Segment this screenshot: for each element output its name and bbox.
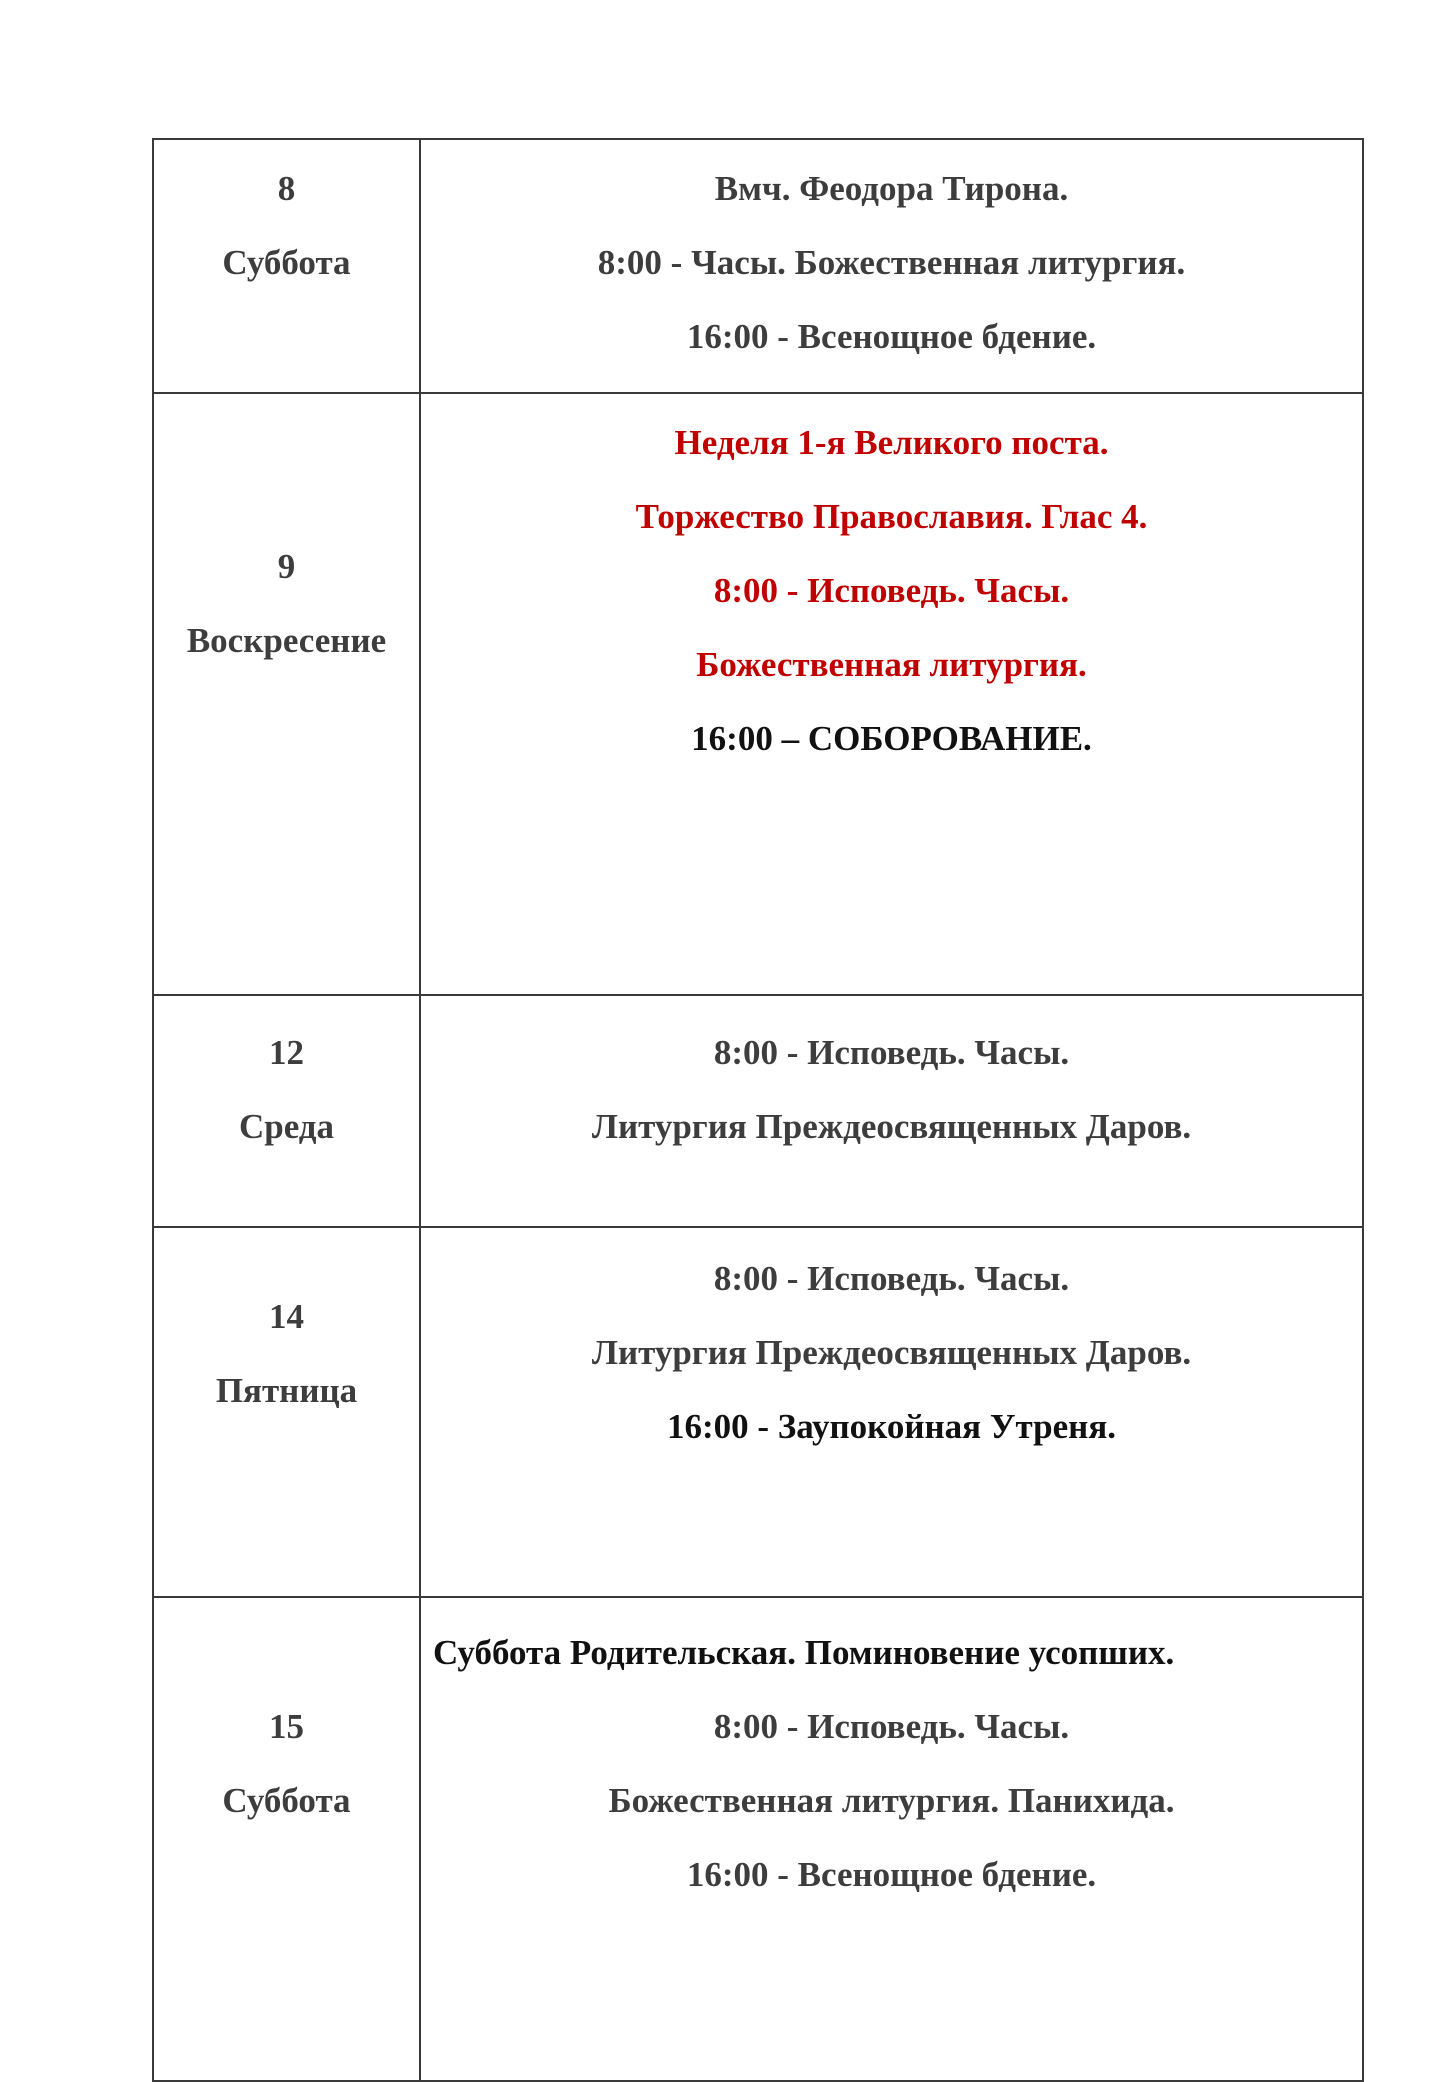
feast-title: Неделя 1-я Великого поста.: [674, 423, 1109, 462]
date-cell: [153, 393, 420, 995]
day-number: 14: [269, 1297, 304, 1336]
weekday-label: Среда: [238, 1107, 335, 1146]
service-line: 16:00 - Всенощное бдение.: [686, 317, 1097, 356]
service-line: 16:00 - Заупокойная Утреня.: [666, 1407, 1117, 1446]
schedule-row: [153, 1597, 1363, 2081]
service-line: Литургия Преждеосвященных Даров.: [591, 1107, 1192, 1146]
service-line: Литургия Преждеосвященных Даров.: [591, 1333, 1192, 1372]
service-line: 8:00 - Исповедь. Часы.: [713, 1033, 1070, 1072]
schedule-row: [153, 139, 1363, 393]
feast-subtitle: Торжество Православия. Глас 4.: [635, 497, 1148, 536]
date-cell: [153, 995, 420, 1227]
weekday-label: Суббота: [222, 1781, 351, 1820]
services-cell: [420, 1227, 1363, 1597]
day-number: 9: [277, 547, 296, 586]
service-line: 8:00 - Исповедь. Часы.: [713, 571, 1070, 610]
schedule-row: [153, 1227, 1363, 1597]
service-line: Божественная литургия. Панихида.: [608, 1781, 1175, 1820]
day-number: 15: [269, 1707, 304, 1746]
date-cell: [153, 1227, 420, 1597]
service-schedule-table: [152, 138, 1364, 2082]
services-cell: [420, 139, 1363, 393]
day-number: 8: [277, 169, 296, 208]
service-line: 16:00 – СОБОРОВАНИЕ.: [691, 719, 1092, 758]
services-cell: [420, 393, 1363, 995]
services-cell: [420, 1597, 1363, 2081]
service-line: 16:00 - Всенощное бдение.: [686, 1855, 1097, 1894]
service-line: 8:00 - Исповедь. Часы.: [713, 1707, 1070, 1746]
schedule-row: [153, 393, 1363, 995]
service-line: 8:00 - Часы. Божественная литургия.: [597, 243, 1186, 282]
date-cell: [153, 139, 420, 393]
day-number: 12: [269, 1033, 304, 1072]
services-cell: [420, 995, 1363, 1227]
weekday-label: Пятница: [215, 1371, 358, 1410]
date-cell: [153, 1597, 420, 2081]
service-line: Вмч. Феодора Тирона.: [714, 169, 1069, 208]
service-line: Божественная литургия.: [696, 645, 1087, 684]
feast-title: Суббота Родительская. Поминовение усопших.: [433, 1633, 1175, 1672]
weekday-label: Суббота: [222, 243, 351, 282]
service-line: 8:00 - Исповедь. Часы.: [713, 1259, 1070, 1298]
weekday-label: Воскресение: [186, 621, 387, 660]
schedule-row: [153, 995, 1363, 1227]
